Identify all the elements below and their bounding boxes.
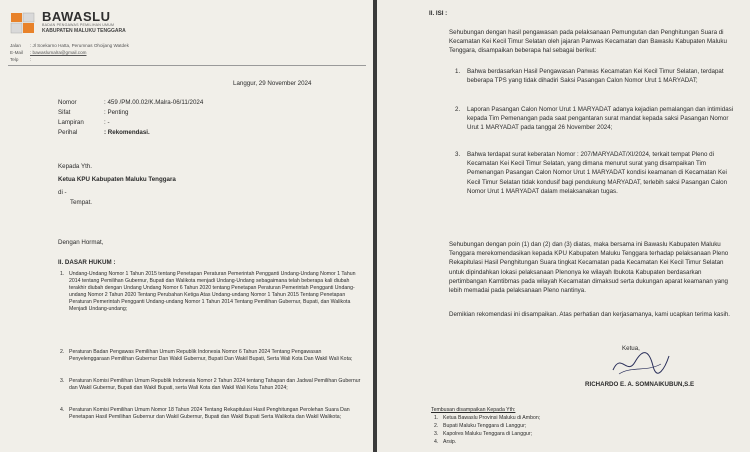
recipient-place: Tempat. [70,199,93,206]
cc-item-number: 3. [434,431,439,437]
bawaslu-logo-icon [10,10,36,36]
address-label: Jalan [10,43,21,48]
meta-label-lampiran: Lampiran [58,119,84,126]
list-item-number: 1. [455,68,461,75]
list-item-number: 2. [455,106,461,113]
org-region: KABUPATEN MALUKU TENGGARA [42,28,126,34]
org-subtitle: BADAN PENGAWAS PEMILIHAN UMUM [42,23,115,27]
recipient-name: Ketua KPU Kabupaten Maluku Tenggara [58,176,176,183]
signatory-name: RICHARDO E. A. SOMNAIKUBUN,S.E [585,381,695,388]
phone-label: Telp [10,57,19,62]
list-item: Undang-Undang Nomor 1 Tahun 2015 tentang Penetapan Peraturan Pemerintah Pengganti Undang-Undang Nomor 1 Tahun 2014 tentang Pemilihan Gubernur, Bupati dan Walikota menjadi Undang-Undang sebagaimana telah beberapa kali diubah terakhir diubah dengan Undang Undang Nomor 6 Tahun 2020 tentang Penetapan Peraturan Pemerintah Pengganti Undang-undang Nomor 2 Tahun 2020 Tentang Perubahan Ketiga Atas Undang-undang Nomor 1 Tahun 2015 Tentang Penetapan Peraturan Pemerintah Pengganti Undang-undang Nomor 1 Tahun 2014 Tentang Pemilihan Gubernur, Bupati, dan Walikota Menjadi Undang-undang; [69,271,356,312]
greeting: Dengan Hormat, [58,239,104,246]
intro-paragraph: Sehubungan dengan hasil pengawasan pada pelaksanaan Pemungutan dan Penghitungan Suara di Kecamatan Kei Kecil Timur Selatan oleh jajaran Panwas Kecamatan dan Bawaslu Kabupaten Maluku Tenggara, disampaikan beberapa hal sebagai berikut: [449,29,727,55]
letter-page-left [0,0,373,452]
list-item: Bahwa terdapat surat keberatan Nomor : 207/MARYADAT/XI/2024, terkait tempat Pleno di Kecamatan Kei Kecil Timur Selatan, yang dimana menurut surat yang disampaikan Tim Pemenangan Pasangan Calon Nomor Urut 1 MARYADAT kondisi keamanan di Kecamatan Kei Kecil Timur Selatan tidak kondusif bagi pendukung MARYADAT, terlebih saksi Pasangan Calon Nomor Urut 1 MARYADAT dalam melaksanakan tugas. [467,151,728,195]
closing-paragraph: Demikian rekomendasi ini disampaikan. Atas perhatian dan kerjasamanya, kami ucapkan terima kasih. [449,311,730,318]
section-title-isi: II. ISI : [429,10,448,17]
meta-value-nomor: : 459 /PM.00.02/K.Malra-06/11/2024 [104,99,204,106]
meta-value-perihal: : Rekomendasi. [104,129,150,136]
cc-item: Arsip. [443,439,457,445]
cc-item-number: 1. [434,415,439,421]
meta-value-sifat: : Penting [104,109,129,116]
cc-item: Bupati Maluku Tenggara di Langgur; [443,423,527,429]
meta-label-nomor: Nomor [58,99,77,106]
email-label: E-Mail [10,50,24,55]
address-value: : Jl Soekarno Hatta, Perumnas Ohoijang Watdek [30,43,129,48]
recommendation-paragraph: Sehubungan dengan poin (1) dan (2) dan (3) diatas, maka bersama ini Bawaslu Kabupaten Maluku Tenggara merekomendasikan kepada KPU Kabupaten Maluku Tenggara terhadap pelaksanaan Pleno Rekapitulasi Hasil Penghitungan Suara tingkat Kecamatan pada Kecamatan Kei Kecil Timur Selatan untuk dipindahkan lokasi pelaksanaan Plenonya ke wilayah Ibukota Kabupaten berdasarkan pertimbangan Kamtibmas pada wilayah Kecamatan dimaksud serta dukungan aparat keamanan yang lebih memadai pada pelaksanaan Pleno nantinya. [449,241,729,295]
list-item-number: 3. [455,151,461,158]
org-name: BAWASLU [42,9,111,24]
cc-item-number: 4. [434,439,439,445]
letter-page-right [377,0,750,452]
list-item: Laporan Pasangan Calon Nomor Urut 1 MARYADAT adanya kejadian pemalangan dan intimidasi kepada Tim Pemenangan pada saat pengantaran surat mandat kepada saksi Pasangan Nomor Urut 1 MARYADAT pada tanggal 26 November 2024; [467,106,734,132]
recipient-to: Kepada Yth. [58,163,92,170]
cc-item: Kapolres Maluku Tenggara di Langgur; [443,431,533,437]
letterhead-divider [8,65,366,66]
meta-label-perihal: Perihal [58,129,78,136]
meta-label-sifat: Sifat [58,109,71,116]
section-title-dasar-hukum: II. DASAR HUKUM : [58,259,116,266]
list-item: Peraturan Komisi Pemilihan Umum Nomor 18 Tahun 2024 Tentang Rekapitulasi Hasil Penghitungan Perolehan Suara Dan Penetapan Hasil Pemilihan Gubernur dan Wakil Gubernur, Bupati dan Wakil Bupati Serta Walikota dan Wakil Walikota; [69,407,350,420]
list-item-number: 2. [60,349,65,355]
list-item: Peraturan Badan Pengawas Pemilihan Umum Republik Indonesia Nomor 6 Tahun 2024 Tentang Pengawasan Penyelenggaraan Pemilihan Gubernur Dan Wakil Gubernur, Bupati Dan Wakil Bupati, Serta Wali Kota Dan Wakil Wali Kota; [69,349,353,362]
signature-scribble-icon [609,348,671,378]
cc-item-number: 2. [434,423,439,429]
list-item: Peraturan Komisi Pemilihan Umum Republik Indonesia Nomor 2 Tahun 2024 tentang Tahapan dan Jadwal Pemilihan Gubernur dan Wakil Gubernur, Bupati dan Wakil Bupati, serta Wali Kota dan Wakil Wali Kota Tahun 2024; [69,378,361,391]
email-value: : bawaslumalra@gmail.com [30,50,87,55]
list-item-number: 1. [60,271,65,277]
phone-value: : [30,57,32,62]
place-date: Langgur, 29 November 2024 [233,80,312,87]
meta-value-lampiran: : - [104,119,110,126]
list-item-number: 4. [60,407,65,413]
recipient-di: di - [58,189,67,196]
signature-title: Ketua, [622,345,640,352]
list-item: Bahwa berdasarkan Hasil Pengawasan Panwas Kecamatan Kei Kecil Timur Selatan, terdapat beberapa TPS yang tidak dihadiri Saksi Pasangan Calon Nomor Urut 1 MARYADAT; [467,68,724,85]
list-item-number: 3. [60,378,65,384]
cc-heading: Tembusan disampaikan Kepada Yth: [431,407,516,413]
cc-item: Ketua Bawaslu Provinsi Maluku di Ambon; [443,415,541,421]
